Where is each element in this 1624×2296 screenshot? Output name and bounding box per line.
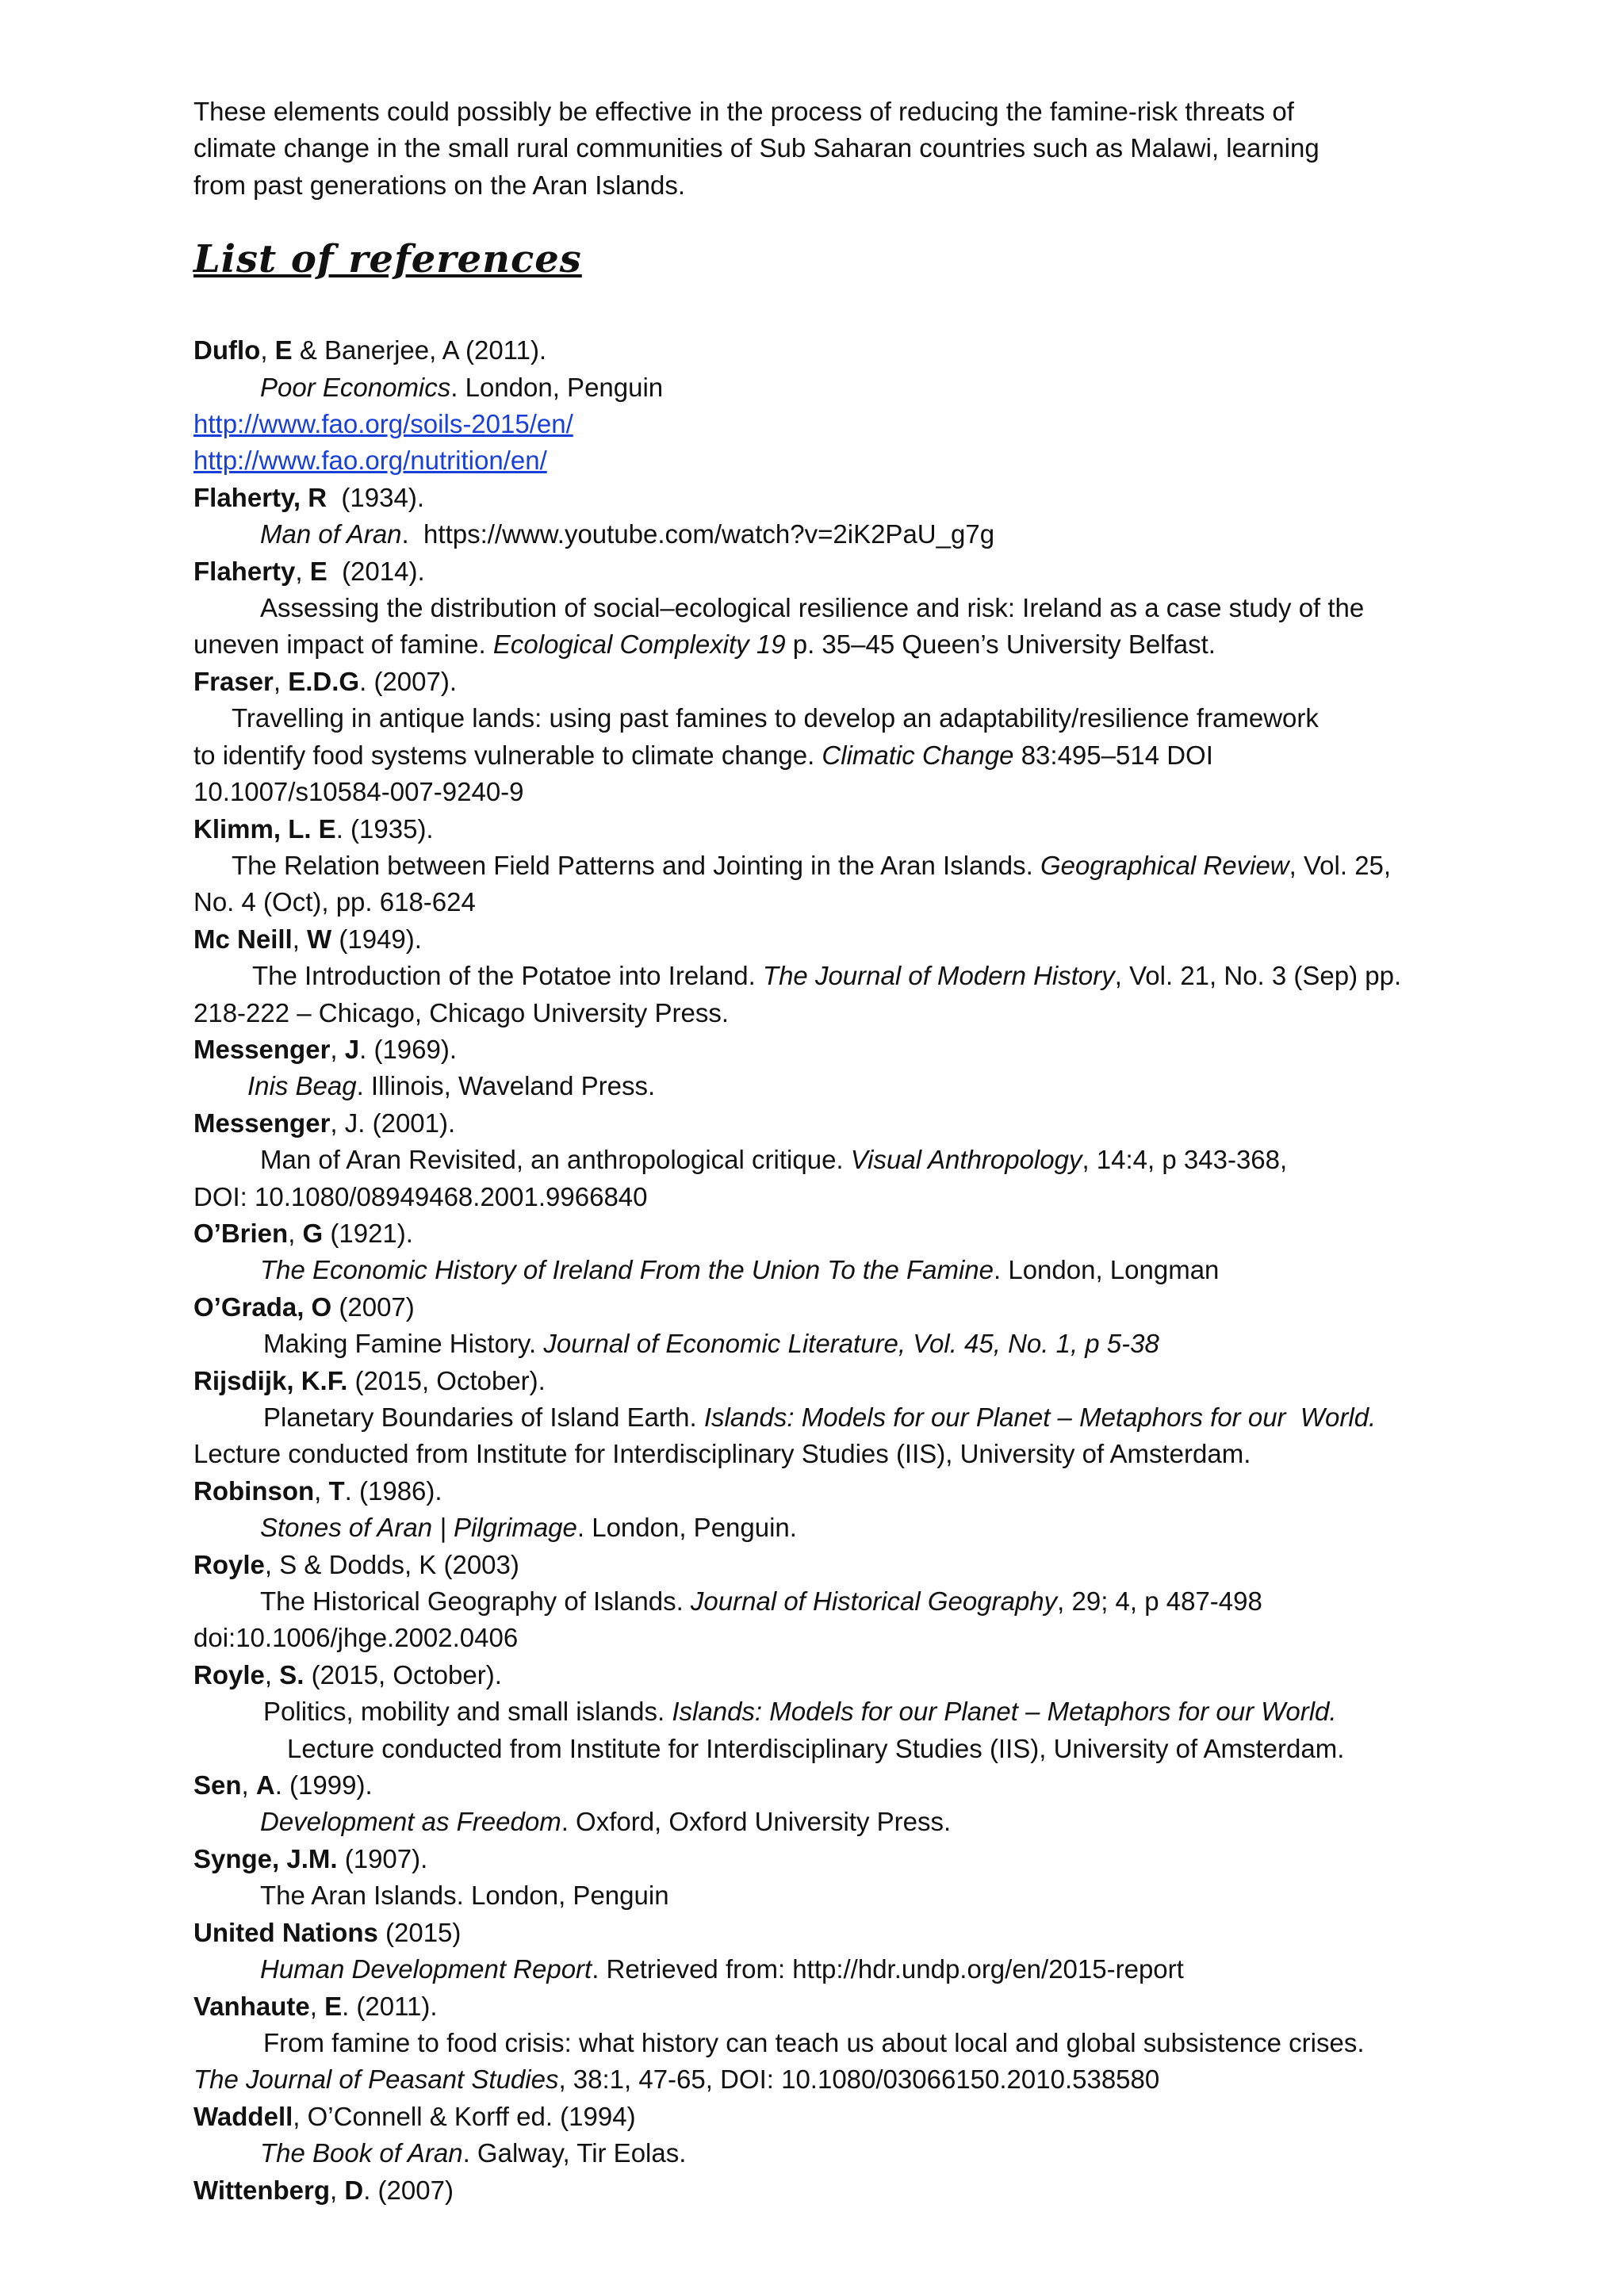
reference-year: (1934). (327, 482, 424, 512)
author: Flaherty, R (193, 482, 327, 512)
journal-title: Islands: Models for our Planet – Metaphors for our World. (703, 1402, 1377, 1432)
reference-title-line (193, 1510, 1494, 1546)
reference-title-line (193, 1068, 1494, 1104)
author-initial: W (307, 924, 332, 954)
reference-text-line (193, 1693, 1494, 1730)
reference-doi-line: doi:10.1006/jhge.2002.0406 (193, 1623, 519, 1653)
separator: , (330, 2175, 345, 2205)
reference-text: The Introduction of the Potatoe into Ireland. (252, 961, 763, 991)
reference-entry-synge (193, 1841, 1494, 1877)
journal-title: The Journal of Peasant Studies (193, 2064, 559, 2095)
author: Synge, J.M. (193, 1843, 338, 1873)
reference-entry-royle-2015 (193, 1657, 1494, 1693)
reference-text-line: Lecture conducted from Institute for Interdisciplinary Studies (IIS), University of Amsterdam. (287, 1733, 1345, 1763)
author-initial: S. (279, 1659, 304, 1689)
author: Royle (193, 1549, 265, 1579)
reference-publisher: . Galway, Tir Eolas. (462, 2138, 687, 2168)
reference-publisher: . London, Penguin. (576, 1513, 797, 1543)
reference-title: Poor Economics (260, 372, 451, 402)
journal-title: Journal of Economic Literature, Vol. 45, No. 1, p 5-38 (543, 1329, 1159, 1359)
separator: , (273, 666, 289, 696)
author: Klimm, L. E (193, 813, 336, 844)
reference-text: Planetary Boundaries of Island Earth. (263, 1402, 704, 1432)
reference-doi-line: DOI: 10.1080/08949468.2001.9966840 (193, 1181, 648, 1211)
reference-text-line: No. 4 (Oct), pp. 618-624 (193, 887, 476, 917)
reference-text: , Vol. 25, (1289, 850, 1392, 880)
reference-year: (2015, October). (304, 1659, 502, 1689)
journal-title: Geographical Review (1040, 850, 1289, 880)
author-initial: E (309, 556, 327, 586)
reference-year: (2015) (377, 1917, 462, 1947)
reference-year: . (2011). (342, 1991, 438, 2021)
reference-year: (1949). (331, 924, 422, 954)
reference-text: Politics, mobility and small islands. (263, 1697, 672, 1727)
reference-year: (2007) (331, 1292, 415, 1322)
author: Messenger (193, 1034, 331, 1064)
separator: , (241, 1770, 256, 1800)
reference-link-line (193, 406, 1494, 442)
reference-publisher: . Illinois, Waveland Press. (356, 1071, 656, 1101)
author-initial: E.D.G (288, 666, 360, 696)
reference-text: , 14:4, p 343-368, (1082, 1145, 1288, 1175)
reference-publisher: . London, Penguin (450, 372, 664, 402)
reference-text-line (193, 2061, 1494, 2098)
reference-text-line (193, 848, 1494, 884)
reference-entry-un (193, 1915, 1494, 1951)
reference-rest: , O’Connell & Korff ed. (1994) (293, 2101, 636, 2131)
reference-title: Development as Freedom (260, 1807, 561, 1837)
separator: , (288, 1218, 303, 1248)
reference-text: Man of Aran Revisited, an anthropological critique. (260, 1145, 851, 1175)
reference-title: Stones of Aran | Pilgrimage (260, 1513, 577, 1543)
reference-text-line: The Aran Islands. London, Penguin (260, 1881, 669, 1911)
reference-entry-fraser (193, 664, 1494, 700)
reference-entry-mcneill (193, 921, 1494, 958)
journal-title: The Journal of Modern History (762, 961, 1115, 991)
reference-year: (1907). (337, 1843, 428, 1873)
reference-year: (2014). (327, 556, 425, 586)
separator: , (260, 335, 275, 365)
reference-text-line: Assessing the distribution of social–ecological resilience and risk: Ireland as a case study of the (260, 593, 1365, 623)
reference-publisher: . London, Longman (994, 1255, 1220, 1285)
reference-text-line: 218-222 – Chicago, Chicago University Press. (193, 997, 730, 1027)
reference-rest: & Banerjee, A (2011). (292, 335, 547, 365)
author: Waddell (193, 2101, 293, 2131)
reference-year: . (1999). (274, 1770, 373, 1800)
separator: , (292, 924, 308, 954)
reference-entry-messenger-2001 (193, 1105, 1494, 1142)
author: O’Brien (193, 1218, 289, 1248)
reference-year: . (2007) (363, 2175, 454, 2205)
reference-publisher: . Retrieved from: http://hdr.undp.org/en/2015-report (592, 1954, 1184, 1984)
reference-year: (1921). (323, 1218, 413, 1248)
author-initial: J (344, 1034, 360, 1064)
journal-title: Ecological Complexity 19 (492, 629, 786, 660)
reference-text-line (193, 958, 1494, 994)
reference-title: The Economic History of Ireland From the Union To the Famine (260, 1255, 994, 1285)
reference-text-line: From famine to food crisis: what history can teach us about local and global subsistence crises. (263, 2027, 1365, 2057)
reference-text-line (193, 626, 1494, 663)
reference-text: The Relation between Field Patterns and Jointing in the Aran Islands. (232, 850, 1040, 880)
reference-link-line (193, 442, 1494, 479)
reference-entry-sen (193, 1767, 1494, 1804)
author-initial: D (344, 2175, 364, 2205)
reference-text-line (193, 1326, 1494, 1362)
reference-year: . (1935). (335, 813, 434, 844)
reference-year: . (2007). (359, 666, 458, 696)
author-initial: T (328, 1475, 345, 1506)
reference-text: 83:495–514 DOI (1013, 740, 1213, 770)
author: Duflo (193, 335, 261, 365)
references-heading: List of references (193, 237, 582, 282)
separator: , (309, 1991, 325, 2021)
reference-entry-ograda (193, 1289, 1494, 1326)
author-initial: A (255, 1770, 275, 1800)
reference-text: , 38:1, 47-65, DOI: 10.1080/03066150.2010.538580 (558, 2064, 1160, 2095)
reference-title-line (193, 1252, 1494, 1288)
author: Vanhaute (193, 1991, 310, 2021)
reference-text: p. 35–45 Queen’s University Belfast. (785, 629, 1216, 660)
author: Messenger (193, 1108, 331, 1138)
reference-entry-messenger-1969 (193, 1031, 1494, 1068)
separator: , (295, 556, 310, 586)
reference-title: Human Development Report (260, 1954, 592, 1984)
reference-year: . (1969). (359, 1034, 458, 1064)
reference-entry-flaherty-r (193, 480, 1494, 516)
journal-title: Visual Anthropology (850, 1145, 1082, 1175)
reference-rest: , J. (2001). (330, 1108, 456, 1138)
reference-title-line (193, 1951, 1494, 1988)
reference-text: uneven impact of famine. (193, 629, 493, 660)
reference-title-line (193, 516, 1494, 553)
author: O’Grada, O (193, 1292, 332, 1322)
fao-soils-link[interactable]: http://www.fao.org/soils-2015/en/ (193, 409, 573, 439)
author: Royle (193, 1659, 265, 1689)
reference-text-line (193, 1142, 1494, 1178)
reference-entry-rijsdijk (193, 1363, 1494, 1399)
author: Sen (193, 1770, 242, 1800)
intro-line: These elements could possibly be effective in the process of reducing the famine-risk threats of (193, 97, 1294, 126)
reference-rest: , S & Dodds, K (2003) (264, 1549, 519, 1579)
reference-text-line: Lecture conducted from Institute for Interdisciplinary Studies (IIS), University of Amsterdam. (193, 1439, 1251, 1469)
reference-text: The Historical Geography of Islands. (260, 1586, 691, 1617)
reference-text-line (193, 1399, 1494, 1436)
reference-entry-royle-2003 (193, 1547, 1494, 1583)
author: Flaherty (193, 556, 296, 586)
reference-year: (2015, October). (347, 1365, 546, 1395)
reference-doi-line: 10.1007/s10584-007-9240-9 (193, 777, 524, 807)
separator: , (330, 1034, 345, 1064)
document-page (193, 94, 1494, 2209)
author-initial: E (274, 335, 293, 365)
author-initial: E (324, 1991, 343, 2021)
journal-title: Climatic Change (822, 740, 1014, 770)
reference-text: to identify food systems vulnerable to climate change. (193, 740, 822, 770)
reference-title: The Book of Aran (260, 2138, 463, 2168)
reference-year: . (1986). (344, 1475, 442, 1506)
reference-title-line (193, 1804, 1494, 1840)
author: United Nations (193, 1917, 378, 1947)
reference-entry-vanhaute (193, 1988, 1494, 2025)
intro-line: from past generations on the Aran Islands. (193, 170, 686, 200)
reference-rest: . https://www.youtube.com/watch?v=2iK2PaU_g7g (401, 519, 995, 549)
author-initial: G (302, 1218, 324, 1248)
intro-paragraph (193, 94, 1494, 204)
reference-text-line (193, 1583, 1494, 1620)
reference-entry-waddell (193, 2099, 1494, 2135)
reference-title-line (193, 369, 1494, 406)
reference-text: , 29; 4, p 487-498 (1057, 1586, 1262, 1617)
reference-text: Making Famine History. (263, 1329, 544, 1359)
reference-title-line (193, 2135, 1494, 2172)
separator: , (314, 1475, 329, 1506)
author: Robinson (193, 1475, 315, 1506)
author: Rijsdijk, K.F. (193, 1365, 348, 1395)
author: Mc Neill (193, 924, 293, 954)
journal-title: Journal of Historical Geography (690, 1586, 1058, 1617)
reference-entry-wittenberg (193, 2172, 1494, 2209)
reference-entry-klimm (193, 811, 1494, 848)
reference-list (193, 332, 1494, 2209)
intro-line: climate change in the small rural communities of Sub Saharan countries such as Malawi, learning (193, 133, 1320, 163)
reference-entry-obrien (193, 1215, 1494, 1252)
reference-text-line: Travelling in antique lands: using past famines to develop an adaptability/resilience framework (232, 703, 1319, 733)
author: Wittenberg (193, 2175, 331, 2205)
fao-nutrition-link[interactable]: http://www.fao.org/nutrition/en/ (193, 446, 547, 476)
journal-title: Islands: Models for our Planet – Metaphors for our World. (672, 1697, 1337, 1727)
reference-entry-robinson (193, 1473, 1494, 1510)
reference-title: Man of Aran (260, 519, 402, 549)
reference-text-line (193, 737, 1494, 774)
reference-entry-duflo (193, 332, 1494, 369)
reference-title: Inis Beag (247, 1071, 357, 1101)
author: Fraser (193, 666, 274, 696)
reference-publisher: . Oxford, Oxford University Press. (561, 1807, 952, 1837)
reference-entry-flaherty-e (193, 553, 1494, 590)
separator: , (264, 1659, 280, 1689)
reference-text: , Vol. 21, No. 3 (Sep) pp. (1114, 961, 1402, 991)
